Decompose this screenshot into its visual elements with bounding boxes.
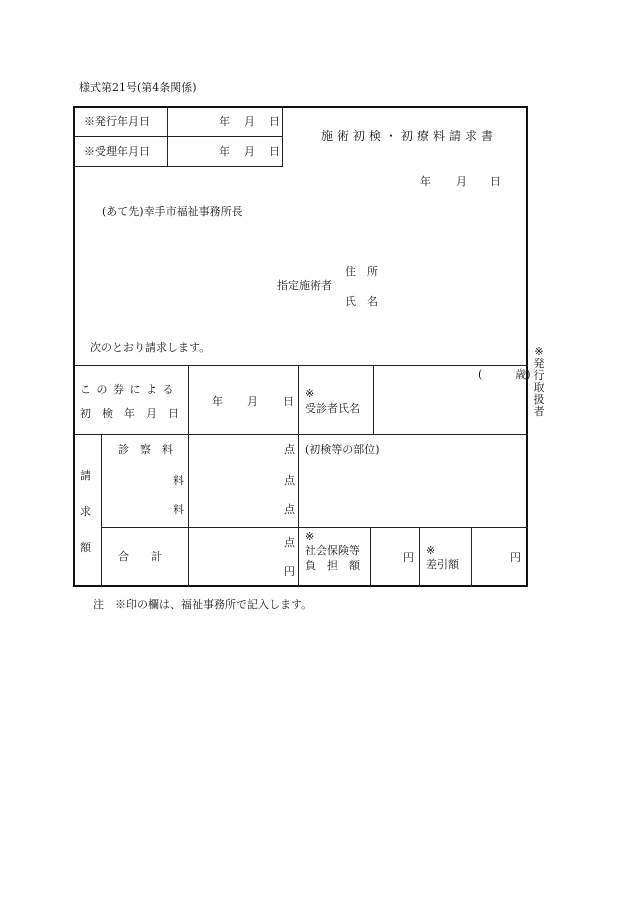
exam-year-unit: 年 <box>212 395 223 408</box>
receipt-year-unit: 年 <box>219 145 230 158</box>
billing-item: 診 察 料 <box>118 443 173 456</box>
age-unit: ( 歳) <box>478 368 531 381</box>
divider <box>73 136 283 137</box>
exam-month-unit: 月 <box>247 395 258 408</box>
divider <box>101 527 528 528</box>
divider <box>471 527 472 586</box>
billing-item: 料 <box>173 503 184 516</box>
difference-label: 差引額 <box>426 558 459 571</box>
insurance-label-line2: 負 担 額 <box>305 559 360 572</box>
billing-unit: 点 <box>284 474 295 487</box>
issue-year-unit: 年 <box>219 115 230 128</box>
insurance-yen-unit: 円 <box>403 551 414 564</box>
billing-label-char: 求 <box>80 505 91 518</box>
request-month-unit: 月 <box>456 175 467 188</box>
form-title: 施術初検・初療料請求書 <box>321 129 498 143</box>
divider <box>73 434 528 435</box>
practitioner-role-label: 指定施術者 <box>277 279 332 292</box>
divider <box>73 365 528 366</box>
issue-date-label: ※発行年月日 <box>84 115 150 128</box>
first-exam-label-line2: 初 検 年 月 日 <box>80 407 179 420</box>
issuer-side-note: ※ 発 行 取 扱 者 <box>533 345 545 418</box>
addressee: (あて先)幸手市福祉事務所長 <box>102 205 243 218</box>
patient-name-label: 受診者氏名 <box>305 402 360 415</box>
billing-label-char: 請 <box>80 469 91 482</box>
divider <box>370 527 371 586</box>
divider <box>73 166 283 167</box>
divider <box>188 365 189 586</box>
divider <box>298 365 299 586</box>
billing-unit: 点 <box>284 443 295 456</box>
total-points-unit: 点 <box>284 536 295 549</box>
patient-mark: ※ <box>305 387 315 400</box>
divider <box>101 434 102 586</box>
issue-month-unit: 月 <box>244 115 255 128</box>
receipt-month-unit: 月 <box>244 145 255 158</box>
total-yen-unit: 円 <box>284 565 295 578</box>
difference-yen-unit: 円 <box>510 551 521 564</box>
issue-day-unit: 日 <box>269 115 280 128</box>
receipt-day-unit: 日 <box>269 145 280 158</box>
request-year-unit: 年 <box>420 175 431 188</box>
total-label: 合 計 <box>118 550 162 563</box>
exam-day-unit: 日 <box>283 395 294 408</box>
billing-label-char: 額 <box>80 541 91 554</box>
billing-item: 料 <box>173 474 184 487</box>
receipt-date-label: ※受理年月日 <box>84 145 150 158</box>
request-day-unit: 日 <box>490 175 501 188</box>
insurance-mark: ※ <box>305 530 315 543</box>
name-label: 氏 名 <box>345 295 378 308</box>
form-number: 様式第21号(第4条関係) <box>79 81 197 94</box>
difference-mark: ※ <box>426 544 436 557</box>
billing-unit: 点 <box>284 503 295 516</box>
footnote: 注 ※印の欄は、福祉事務所で記入します。 <box>93 598 313 611</box>
insurance-label-line1: 社会保険等 <box>305 544 360 557</box>
address-label: 住 所 <box>345 265 378 278</box>
divider <box>419 527 420 586</box>
first-exam-label-line1: こ の 券 に よ る <box>80 383 175 396</box>
request-statement: 次のとおり請求します。 <box>90 341 211 354</box>
divider <box>373 365 374 434</box>
injury-part-label: (初検等の部位) <box>305 443 380 456</box>
